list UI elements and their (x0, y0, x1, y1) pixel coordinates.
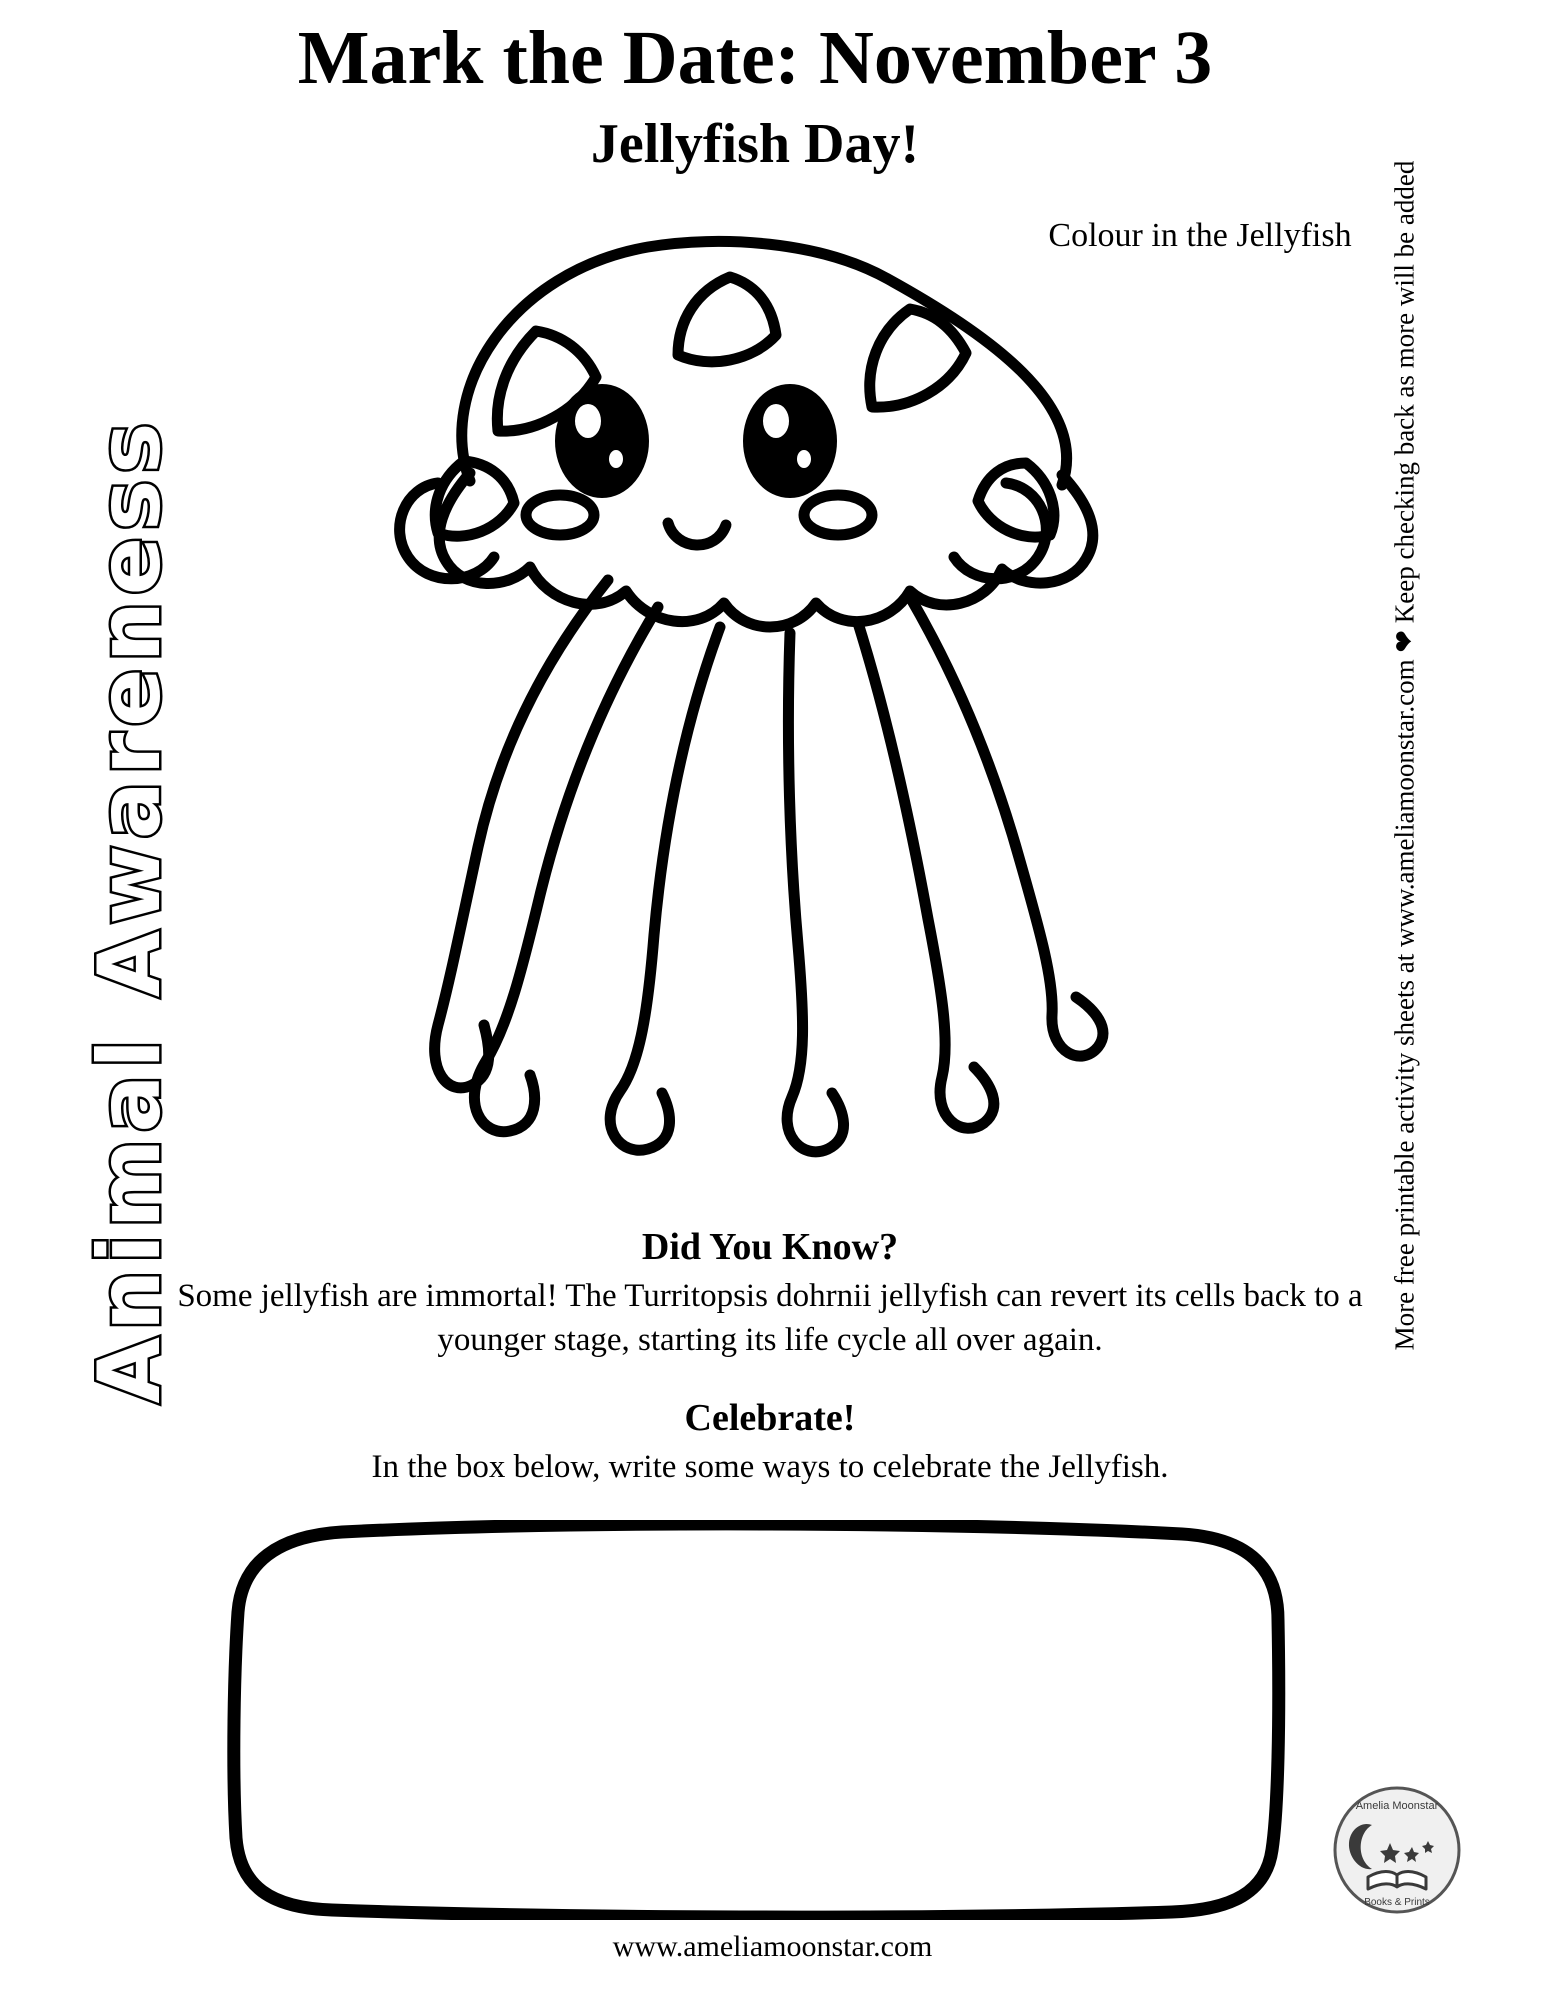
answer-box[interactable] (222, 1520, 1292, 1920)
jellyfish-illustration (390, 235, 1110, 1200)
brand-logo (1332, 1785, 1462, 1915)
did-you-know-body: Some jellyfish are immortal! The Turritopsis dohrnii jellyfish can revert its cells back to a younger stage, starting its life cycle all over again. (177, 1278, 1363, 1358)
content-spacer (130, 1362, 1410, 1396)
page-subtitle: Jellyfish Day! (590, 113, 920, 175)
rounded-box-outline (222, 1520, 1292, 1920)
page-title: Mark the Date: November 3 (297, 16, 1213, 100)
amelia-moonstar-logo-icon (1332, 1785, 1462, 1915)
did-you-know-heading: Did You Know? (641, 1226, 899, 1268)
logo-tagline-text: Books & Prints (1364, 1897, 1430, 1908)
jellyfish-icon (390, 235, 1110, 1200)
left-rail (0, 0, 180, 2000)
page-header (80, 16, 1430, 175)
more-sheets-vertical-note: More free printable activity sheets at www.ameliamoonstar.com ❤ Keep checking back as more will be added (1389, 160, 1420, 1351)
footer-website[interactable]: www.ameliamoonstar.com (612, 1930, 933, 1963)
content-block (130, 1225, 1410, 1490)
celebrate-heading: Celebrate! (684, 1397, 856, 1440)
celebrate-body: In the box below, write some ways to celebrate the Jellyfish. (371, 1449, 1169, 1486)
footer (0, 1930, 1545, 1964)
colour-instruction: Colour in the Jellyfish (1048, 217, 1352, 254)
animal-awareness-vertical-title: Animal Awareness (80, 416, 180, 1404)
logo-brand-text: Amelia Moonstar (1355, 1800, 1439, 1812)
